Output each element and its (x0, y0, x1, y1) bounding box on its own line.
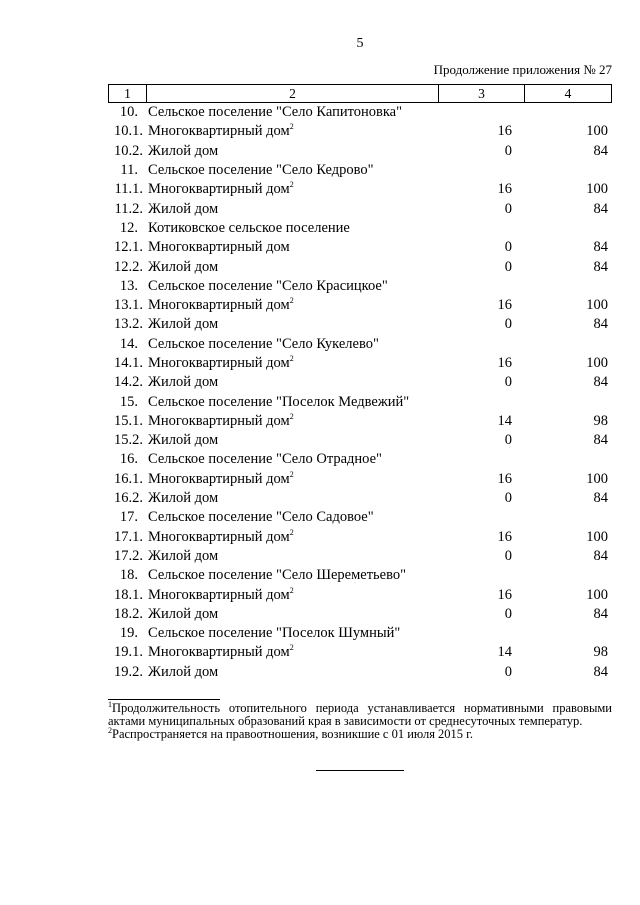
row-name (146, 606, 438, 623)
row-value-3: 16 (497, 181, 512, 198)
row-value-4: 84 (593, 258, 608, 275)
table-row (108, 122, 612, 141)
footnote-reference: 2 (289, 180, 294, 190)
row-name (146, 336, 438, 353)
footnote-reference: 2 (289, 527, 294, 537)
footnote-text: Распространяется на правоотношения, возникшие с 01 июля 2015 г. (112, 727, 474, 741)
section-row (108, 450, 612, 469)
row-name-text: Многоквартирный дом (148, 470, 290, 487)
row-name-text: Жилой дом (148, 490, 219, 507)
footnote-reference: 2 (289, 122, 294, 132)
row-name (146, 220, 438, 237)
row-name (146, 355, 438, 372)
table-row (108, 354, 612, 373)
row-name-text: Жилой дом (148, 316, 219, 333)
row-value-3: 14 (497, 412, 512, 429)
row-name (146, 509, 438, 526)
table-row (108, 180, 612, 199)
row-value-4: 100 (586, 355, 608, 371)
row-value-4: 100 (586, 297, 608, 314)
section-row (108, 219, 612, 238)
row-name (146, 104, 438, 121)
row-value-3: 0 (504, 239, 512, 256)
row-number: 14.1. (114, 355, 143, 371)
row-value-3: 0 (504, 605, 512, 622)
row-value-4: 98 (593, 644, 608, 661)
table-row (108, 238, 612, 257)
row-value-4: 100 (586, 181, 608, 198)
header-cell-3: 3 (439, 85, 525, 102)
table-row (108, 663, 612, 682)
row-value-3: 0 (504, 663, 512, 680)
row-number: 13.2. (114, 316, 143, 333)
row-name (146, 548, 438, 565)
footnotes (108, 699, 612, 741)
row-name-text: Многоквартирный дом (148, 412, 290, 429)
row-number: 14.2. (114, 374, 143, 391)
row-name (146, 316, 438, 333)
row-number: 13.1. (114, 297, 143, 314)
section-row (108, 103, 612, 122)
table-body (108, 103, 612, 682)
row-number: 10.1. (114, 123, 143, 140)
row-name-text: Жилой дом (148, 663, 219, 680)
row-name-text: Сельское поселение "Село Кукелево" (148, 335, 379, 352)
row-value-4: 100 (586, 586, 608, 603)
section-row (108, 335, 612, 354)
table-row (108, 431, 612, 450)
row-number: 18.2. (114, 605, 143, 622)
row-name (146, 278, 438, 295)
table-row (108, 315, 612, 334)
table-row (108, 257, 612, 276)
row-name (146, 181, 438, 198)
row-value-4: 84 (593, 490, 608, 507)
row-name (146, 374, 438, 391)
footnote-1 (108, 699, 612, 728)
row-number: 11.2. (114, 200, 143, 217)
row-value-3: 16 (497, 355, 512, 371)
row-name (146, 625, 438, 642)
row-name (146, 529, 438, 546)
row-number: 16.1. (114, 470, 143, 487)
row-value-4: 84 (593, 432, 608, 449)
row-value-3: 0 (504, 432, 512, 449)
table-row (108, 528, 612, 547)
table-row (108, 585, 612, 604)
data-table (108, 84, 612, 682)
row-name-text: Сельское поселение "Село Красицкое" (148, 277, 388, 294)
row-number: 10. (119, 104, 138, 121)
section-row (108, 508, 612, 527)
row-number: 10.2. (114, 142, 143, 159)
row-name-text: Жилой дом (148, 605, 219, 622)
row-name-text: Сельское поселение "Село Шереметьево" (148, 567, 407, 584)
row-value-3: 0 (504, 200, 512, 217)
section-row (108, 277, 612, 296)
row-number: 18.1. (114, 586, 143, 603)
row-number: 12.2. (114, 258, 143, 275)
row-name (146, 123, 438, 140)
section-row (108, 161, 612, 180)
end-separator (316, 770, 404, 771)
row-number: 19.2. (114, 663, 143, 680)
row-value-4: 100 (586, 528, 608, 545)
continuation-caption: Продолжение приложения № 27 (433, 62, 612, 77)
row-name (146, 259, 438, 276)
row-number: 15.2. (114, 432, 143, 449)
row-name-text: Многоквартирный дом (148, 181, 290, 198)
row-number: 14. (119, 335, 138, 352)
footnote-reference: 2 (289, 412, 294, 422)
row-name (146, 394, 438, 411)
row-value-3: 0 (504, 374, 512, 391)
row-name (146, 664, 438, 681)
table-row (108, 605, 612, 624)
row-name-text: Многоквартирный дом (148, 239, 290, 256)
row-name (146, 143, 438, 160)
row-number: 15.1. (114, 412, 143, 429)
footnote-text: Продолжительность отопительного периода устанавливается нормативными правовыми актами муниципальных образований края в зависимости от среднесуточных температур. (108, 701, 612, 728)
row-number: 13. (119, 277, 138, 294)
footnote-separator (108, 699, 220, 700)
row-value-3: 16 (497, 297, 512, 314)
row-value-4: 84 (593, 239, 608, 256)
row-value-4: 98 (593, 412, 608, 429)
row-value-3: 16 (497, 528, 512, 545)
table-row (108, 470, 612, 489)
row-value-3: 0 (504, 547, 512, 564)
header-cell-4: 4 (564, 85, 572, 101)
row-name-text: Жилой дом (148, 374, 219, 391)
row-name-text: Многоквартирный дом (148, 586, 290, 603)
section-row (108, 392, 612, 411)
row-name-text: Многоквартирный дом (148, 528, 290, 545)
row-name (146, 413, 438, 430)
row-number: 18. (119, 567, 138, 584)
row-name-text: Сельское поселение "Село Садовое" (148, 509, 374, 526)
row-name-text: Многоквартирный дом (148, 297, 290, 314)
row-value-4: 84 (593, 374, 608, 391)
row-value-3: 0 (504, 258, 512, 275)
row-name (146, 567, 438, 584)
row-number: 19. (119, 625, 138, 642)
footnote-reference: 2 (289, 585, 294, 595)
row-number: 15. (119, 393, 138, 410)
section-row (108, 566, 612, 585)
row-name (146, 644, 438, 661)
row-number: 16. (119, 451, 138, 468)
footnote-mark: 2 (108, 725, 112, 735)
footnote-mark: 1 (108, 699, 112, 709)
row-name (146, 297, 438, 314)
row-name-text: Сельское поселение "Поселок Медвежий" (148, 393, 410, 410)
section-row (108, 624, 612, 643)
row-name (146, 432, 438, 449)
row-name (146, 451, 438, 468)
table-row (108, 373, 612, 392)
row-name (146, 471, 438, 488)
header-cell-2: 2 (147, 85, 439, 102)
table-row (108, 547, 612, 566)
row-number: 17.1. (114, 528, 143, 545)
row-value-3: 16 (497, 470, 512, 487)
row-number: 11. (120, 162, 138, 179)
row-name (146, 239, 438, 256)
row-name-text: Многоквартирный дом (148, 123, 290, 140)
row-value-3: 14 (497, 644, 512, 661)
row-name (146, 162, 438, 179)
row-value-4: 100 (586, 470, 608, 487)
row-name (146, 490, 438, 507)
footnote-2 (108, 725, 612, 741)
header-cell-1: 1 (109, 85, 147, 102)
row-number: 16.2. (114, 490, 143, 507)
row-name-text: Сельское поселение "Село Кедрово" (148, 162, 374, 179)
row-name-text: Жилой дом (148, 432, 219, 449)
row-value-3: 16 (497, 586, 512, 603)
row-name-text: Сельское поселение "Поселок Шумный" (148, 625, 401, 642)
row-name-text: Многоквартирный дом (148, 644, 290, 661)
row-value-4: 84 (593, 663, 608, 680)
table-row (108, 412, 612, 431)
table-row (108, 489, 612, 508)
row-value-4: 84 (593, 547, 608, 564)
table-header (108, 84, 612, 103)
row-value-4: 84 (593, 316, 608, 333)
row-name-text: Жилой дом (148, 142, 219, 159)
row-number: 17.2. (114, 547, 143, 564)
row-value-3: 0 (504, 316, 512, 333)
row-value-4: 84 (593, 200, 608, 217)
footnote-reference: 2 (289, 296, 294, 306)
row-name-text: Сельское поселение "Село Отрадное" (148, 451, 382, 468)
row-number: 17. (119, 509, 138, 526)
row-name-text: Сельское поселение "Село Капитоновка" (148, 104, 403, 121)
row-value-3: 0 (504, 142, 512, 159)
table-row (108, 296, 612, 315)
table-row (108, 142, 612, 161)
row-name-text: Котиковское сельское поселение (148, 219, 350, 236)
row-value-4: 84 (593, 605, 608, 622)
table-row (108, 199, 612, 218)
row-name (146, 587, 438, 604)
footnote-reference: 2 (289, 469, 294, 479)
row-value-4: 84 (593, 142, 608, 159)
row-number: 12.1. (114, 239, 143, 256)
row-number: 12. (119, 219, 138, 236)
row-name-text: Многоквартирный дом (148, 355, 290, 371)
footnote-reference: 2 (289, 643, 294, 653)
row-name-text: Жилой дом (148, 547, 219, 564)
row-value-3: 0 (504, 490, 512, 507)
row-value-4: 100 (586, 123, 608, 140)
row-value-3: 16 (497, 123, 512, 140)
table-row (108, 643, 612, 662)
footnote-reference: 2 (289, 354, 294, 364)
row-name-text: Жилой дом (148, 258, 219, 275)
row-name (146, 201, 438, 218)
page-number: 5 (356, 36, 364, 51)
row-number: 11.1. (114, 181, 143, 198)
row-number: 19.1. (114, 644, 143, 661)
row-name-text: Жилой дом (148, 200, 219, 217)
